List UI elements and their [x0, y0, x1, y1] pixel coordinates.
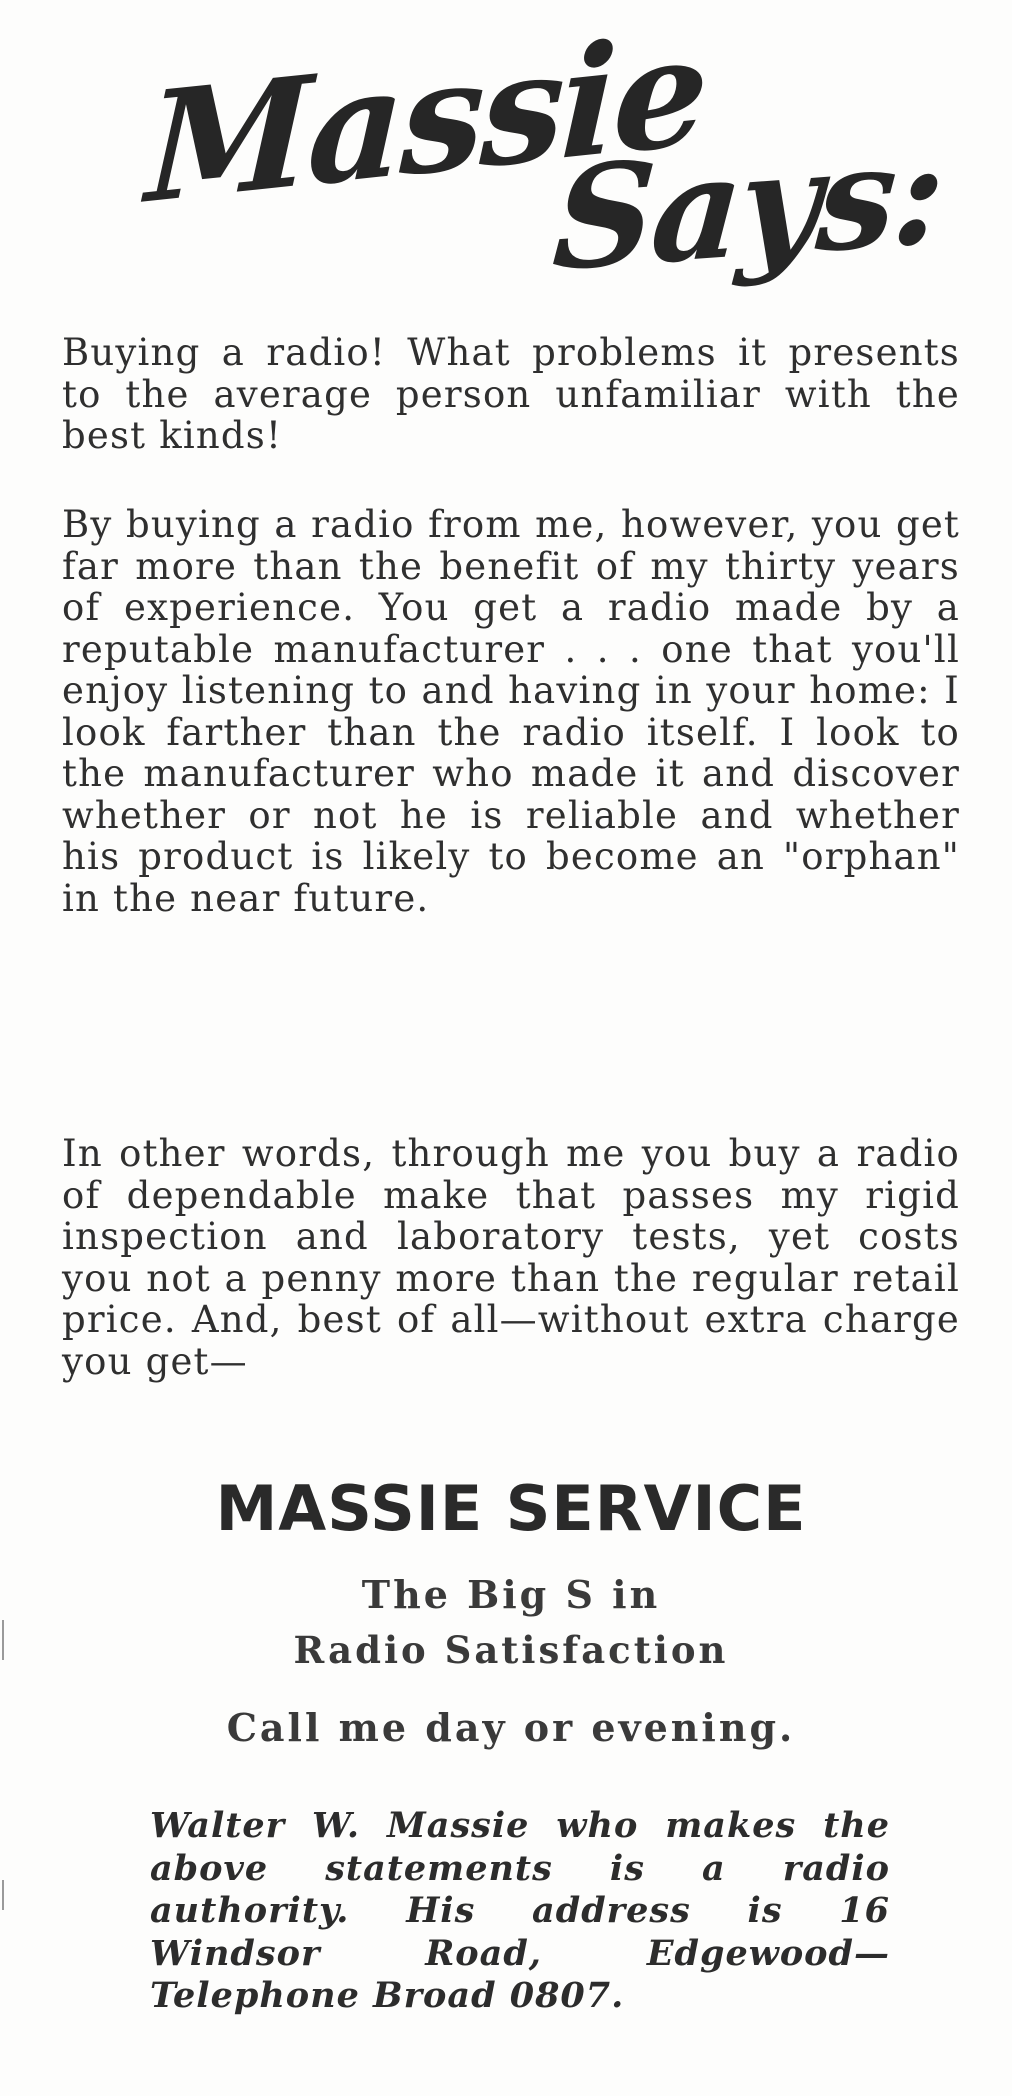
headline-word-massie: Massie: [143, 1, 708, 238]
scan-edge-mark: [2, 1620, 4, 1660]
author-note: Walter W. Massie who makes the above statements is a radio authority. His address is 16 Windsor Road, Edgewood—Telephone Broad 0807.: [150, 1805, 890, 2016]
scan-edge-mark: [2, 1880, 4, 1910]
service-tagline-line1: The Big S in: [361, 1572, 661, 1617]
service-tagline-line2: Radio Satisfaction: [293, 1628, 729, 1672]
service-heading: MASSIE SERVICE: [215, 1472, 807, 1545]
headline-word-says: Says:: [548, 110, 948, 304]
call-line: Call me day or evening.: [226, 1705, 796, 1750]
paragraph-experience: By buying a radio from me, however, you get far more than the benefit of my thirty years of experience. You get a radio made by a reputable manufacturer . . . one that you'll enjoy listening to and having in your home: I look farther than the radio itself. I look to the manufacturer who made it and discover whether or not he is reliable and whether his product is likely to become an "orphan" in the near future.: [62, 503, 960, 920]
paragraph-other-words: In other words, through me you buy a radio of dependable make that passes my rigid inspection and laboratory tests, yet costs you not a penny more than the regular retail price. And, best of all—without extra charge you get—: [62, 1132, 960, 1383]
headline: [130, 1, 948, 304]
paragraph-intro: Buying a radio! What problems it presents to the average person unfamiliar with the best kinds!: [62, 331, 960, 457]
